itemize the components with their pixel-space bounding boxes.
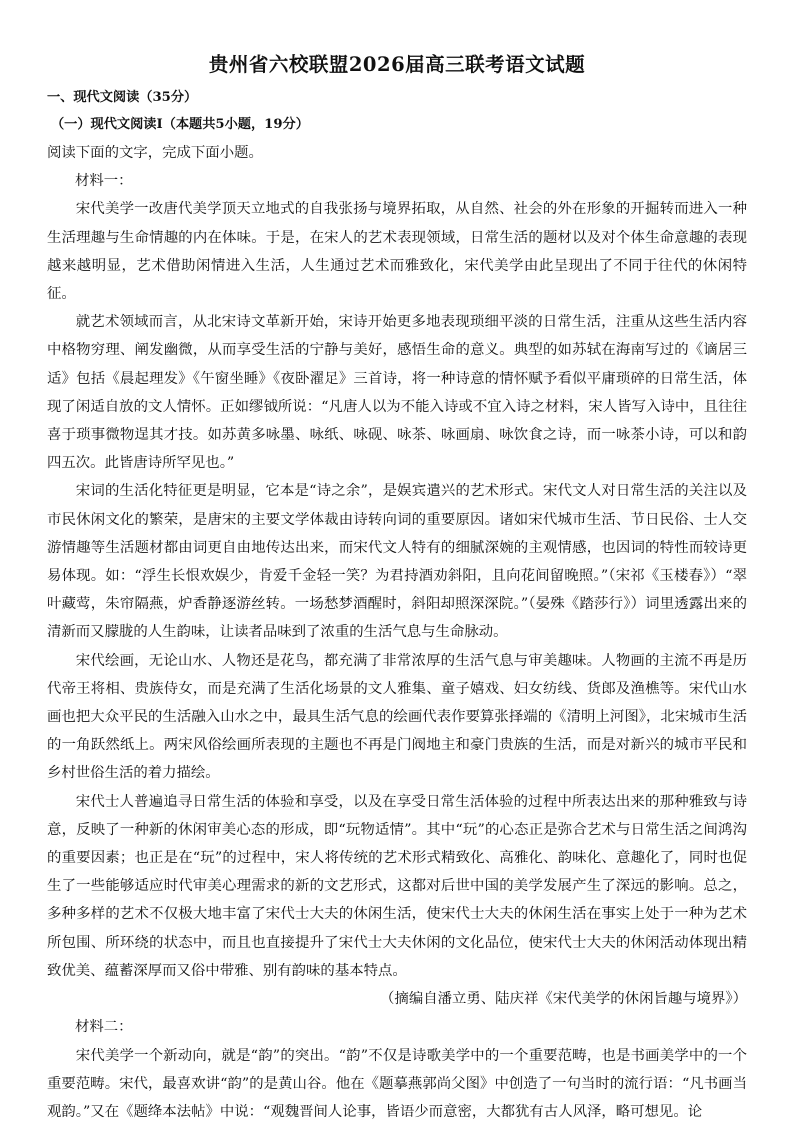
instruction-text: 阅读下面的文字，完成下面小题。 — [47, 139, 747, 167]
material-one-paragraph-4: 宋代绘画，无论山水、人物还是花鸟，都充满了非常浓厚的生活气息与审美趣味。人物画的主流不再是历代帝王将相、贵族侍女，而是充满了生活化场景的文人雅集、童子嬉戏、妇女纺线、货郎及渔樵等。宋代山水画也把大众平民的生活融入山水之中，最具生活气息的绘画代表作要算张择端的《清明上河图》，北宋城市生活的一角跃然纸上。两宋风俗绘画所表现的主题也不再是门阀地主和豪门贵族的生活，而是对新兴的城市平民和乡村世俗生活的着力描绘。 — [47, 647, 747, 788]
material-one-paragraph-2: 就艺术领域而言，从北宋诗文革新开始，宋诗开始更多地表现琐细平淡的日常生活，注重从这些生活内容中格物穷理、阐发幽微，从而享受生活的宁静与美好，感悟生命的意义。典型的如苏轼在海南写过的《谪居三适》包括《晨起理发》《午窗坐睡》《夜卧濯足》三首诗，将一种诗意的情怀赋予看似平庸琐碎的日常生活，体现了闲适自放的文人情怀。正如缪钺所说：“凡唐人以为不能入诗或不宜入诗之材料，宋人皆写入诗中，且往往喜于琐事微物逞其才技。如苏黄多咏墨、咏纸、咏砚、咏茶、咏画扇、咏饮食之诗，而一咏茶小诗，可以和韵四五次。此皆唐诗所罕见也。” — [47, 308, 747, 477]
material-one-source: （摘编自潘立勇、陆庆祥《宋代美学的休闲旨趣与境界》） — [47, 985, 747, 1013]
exam-page — [47, 50, 747, 1126]
material-one-paragraph-3: 宋词的生活化特征更是明显，它本是“诗之余”，是娱宾遣兴的艺术形式。宋代文人对日常生活的关注以及市民休闲文化的繁荣，是唐宋的主要文学体裁由诗转向词的重要原因。诸如宋代城市生活、节日民俗、士人交游情趣等生活题材都由词更自由地传达出来，而宋代文人特有的细腻深婉的主观情感，也因词的特性而较诗更易体现。如：“浮生长恨欢娱少，肯爱千金轻一笑？为君持酒劝斜阳，且向花间留晚照。”（宋祁《玉楼春》）“翠叶藏莺，朱帘隔燕，炉香静逐游丝转。一场愁梦酒醒时，斜阳却照深深院。”（晏殊《踏莎行》）词里透露出来的清新而又朦胧的人生韵味，让读者品味到了浓重的生活气息与生命脉动。 — [47, 477, 747, 646]
material-two-paragraph-1: 宋代美学一个新动向，就是“韵”的突出。“韵”不仅是诗歌美学中的一个重要范畴，也是书画美学中的一个重要范畴。宋代，最喜欢讲“韵”的是黄山谷。他在《题摹燕郭尚父图》中创造了一句当时的流行语：“凡书画当观韵。”又在《题绛本法帖》中说：“观魏晋间人论事，皆语少而意密，大都犹有古人风泽，略可想见。论 — [47, 1042, 747, 1126]
page-title: 贵州省六校联盟2026届高三联考语文试题 — [47, 50, 747, 80]
material-two-label: 材料二： — [47, 1013, 747, 1041]
material-one-paragraph-1: 宋代美学一改唐代美学顶天立地式的自我张扬与境界拓取，从自然、社会的外在形象的开掘转而进入一种生活理趣与生命情趣的内在体味。于是，在宋人的艺术表现领域，日常生活的题材以及对个体生命意趣的表现越来越明显，艺术借助闲情进入生活，人生通过艺术而雅致化，宋代美学由此呈现出了不同于往代的休闲特征。 — [47, 195, 747, 308]
section-heading: 一、现代文阅读（35分） — [47, 85, 747, 111]
material-one-label: 材料一： — [47, 167, 747, 195]
subsection-heading: （一）现代文阅读Ⅰ（本题共5小题，19分） — [47, 111, 747, 139]
material-one-paragraph-5: 宋代士人普遍追寻日常生活的体验和享受，以及在享受日常生活体验的过程中所表达出来的那种雅致与诗意，反映了一种新的休闲审美心态的形成，即“玩物适情”。其中“玩”的心态正是弥合艺术与日常生活之间鸿沟的重要因素；也正是在“玩”的过程中，宋人将传统的艺术形式精致化、高雅化、韵味化、意趣化了，同时也促生了一些能够适应时代审美心理需求的新的文艺形式，这都对后世中国的美学发展产生了深远的影响。总之，多种多样的艺术不仅极大地丰富了宋代士大夫的休闲生活，使宋代士大夫的休闲生活在事实上处于一种为艺术所包围、所环绕的状态中，而且也直接提升了宋代士大夫休闲的文化品位，使宋代士大夫的休闲活动体现出精致优美、蕴蓄深厚而又俗中带雅、别有韵味的基本特点。 — [47, 788, 747, 985]
